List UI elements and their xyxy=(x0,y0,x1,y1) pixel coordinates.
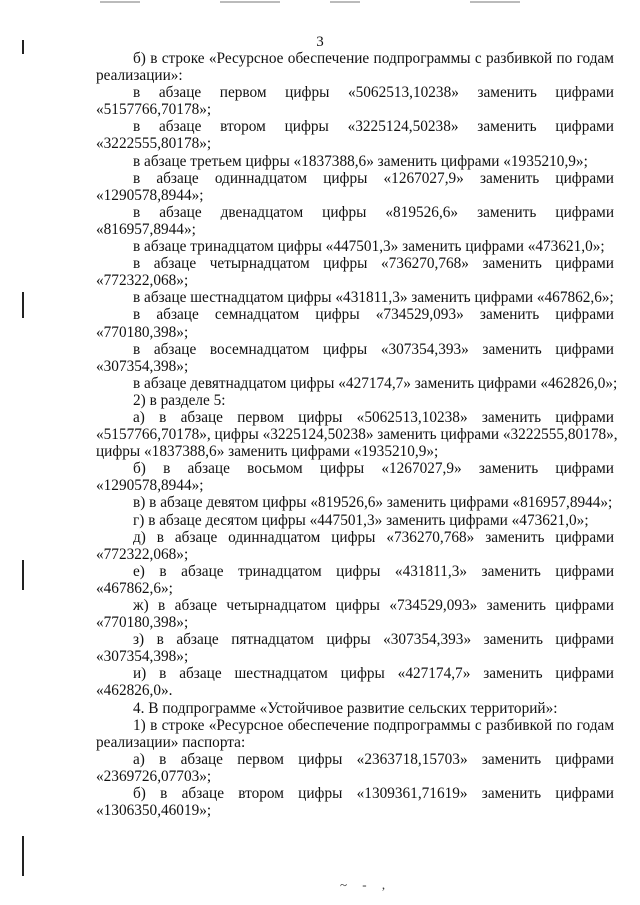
text-line: д) в абзаце одиннадцатом цифры «736270,768» заменить цифрами xyxy=(133,528,614,546)
text-line: в абзаце тринадцатом цифры «447501,3» заменить цифрами «473621,0»; xyxy=(133,238,605,256)
text-line: в абзаце третьем цифры «1837388,6» заменить цифрами «1935210,9»; xyxy=(133,152,588,170)
text-line: б) в строке «Ресурсное обеспечение подпрограммы с разбивкой по годам xyxy=(133,50,614,67)
paragraph xyxy=(96,306,614,340)
paragraph xyxy=(96,785,614,819)
paragraph xyxy=(96,84,614,118)
text-line: з) в абзаце пятнадцатом цифры «307354,393» заменить цифрами xyxy=(133,631,614,649)
text-line: в абзаце втором цифры «3225124,50238» заменить цифрами xyxy=(133,118,614,136)
paragraph xyxy=(96,751,614,785)
text-line: «816957,8944»; xyxy=(96,220,196,238)
text-line: «772322,068»; xyxy=(96,545,189,563)
binding-mark xyxy=(22,560,24,590)
text-line: а) в абзаце первом цифры «2363718,15703» заменить цифрами xyxy=(133,750,614,768)
text-line: «770180,398»; xyxy=(96,614,189,632)
binding-mark xyxy=(22,292,24,318)
text-line: «307354,398»; xyxy=(96,357,189,375)
paragraph xyxy=(96,665,614,699)
paragraph xyxy=(96,700,614,717)
binding-mark xyxy=(22,40,24,54)
text-line: ж) в абзаце четырнадцатом цифры «734529,093» заменить цифрами xyxy=(133,597,614,614)
text-line: в абзаце одиннадцатом цифры «1267027,9» заменить цифрами xyxy=(133,169,614,187)
paragraph xyxy=(96,50,614,84)
paragraph xyxy=(96,118,614,152)
text-line: в абзаце шестнадцатом цифры «431811,3» заменить цифрами «467862,6»; xyxy=(133,289,614,307)
text-line: «1290578,8944»; xyxy=(96,186,204,204)
text-line: «307354,398»; xyxy=(96,648,189,666)
text-line: «462826,0». xyxy=(96,682,173,700)
text-line: «772322,068»; xyxy=(96,272,189,290)
paragraph xyxy=(96,512,614,529)
text-line: «467862,6»; xyxy=(96,579,173,597)
paragraph xyxy=(96,392,614,409)
text-line: в абзаце девятнадцатом цифры «427174,7» заменить цифрами «462826,0»; xyxy=(133,374,618,392)
paragraph xyxy=(96,238,614,255)
text-line: реализации» паспорта: xyxy=(96,733,246,751)
text-line: в абзаце четырнадцатом цифры «736270,768» заменить цифрами xyxy=(133,255,614,273)
text-line: «1290578,8944»; xyxy=(96,477,204,495)
text-line: 4. В подпрограмме «Устойчивое развитие сельских территорий»: xyxy=(133,699,558,717)
text-line: «5157766,70178», цифры «3225124,50238» заменить цифрами «3222555,80178», xyxy=(96,426,618,444)
paragraph xyxy=(96,204,614,238)
text-line: и) в абзаце шестнадцатом цифры «427174,7» заменить цифрами xyxy=(133,665,614,683)
scan-top-edge xyxy=(0,0,640,4)
text-line: «770180,398»; xyxy=(96,323,189,341)
paragraph xyxy=(96,631,614,665)
text-line: реализации»: xyxy=(96,67,183,85)
text-line: а) в абзаце первом цифры «5062513,10238» заменить цифрами xyxy=(133,408,614,426)
text-line: в абзаце двенадцатом цифры «819526,6» заменить цифрами xyxy=(133,203,614,221)
scan-smudge: ~ ‑ , xyxy=(340,877,392,892)
paragraph xyxy=(96,374,618,392)
text-line: в абзаце семнадцатом цифры «734529,093» заменить цифрами xyxy=(133,306,614,324)
text-line: 2) в разделе 5: xyxy=(133,391,226,409)
paragraph xyxy=(96,460,614,494)
paragraph xyxy=(96,563,614,597)
paragraph xyxy=(96,341,614,375)
text-line: «3222555,80178»; xyxy=(96,135,212,153)
text-line: в) в абзаце девятом цифры «819526,6» заменить цифрами «816957,8944»; xyxy=(133,494,613,512)
text-line: в абзаце первом цифры «5062513,10238» заменить цифрами xyxy=(133,84,614,102)
text-line: б) в абзаце втором цифры «1309361,71619» заменить цифрами xyxy=(133,785,614,803)
paragraph xyxy=(96,153,614,170)
paragraph xyxy=(96,289,614,306)
paragraph xyxy=(96,529,614,563)
text-line: «5157766,70178»; xyxy=(96,101,212,119)
paragraph xyxy=(96,717,614,751)
paragraph xyxy=(96,255,614,289)
text-line: е) в абзаце тринадцатом цифры «431811,3» заменить цифрами xyxy=(133,562,614,580)
paragraph xyxy=(96,597,614,631)
text-line: «1306350,46019»; xyxy=(96,802,212,820)
binding-mark xyxy=(22,836,24,876)
text-line: б) в абзаце восьмом цифры «1267027,9» заменить цифрами xyxy=(133,460,614,478)
text-line: «2369726,07703»; xyxy=(96,767,212,785)
text-line: цифры «1837388,6» заменить цифрами «1935210,9»; xyxy=(96,443,439,461)
page-number: 3 xyxy=(316,34,324,50)
text-line: 1) в строке «Ресурсное обеспечение подпрограммы с разбивкой по годам xyxy=(133,716,614,734)
paragraph xyxy=(96,170,614,204)
text-line: г) в абзаце десятом цифры «447501,3» заменить цифрами «473621,0»; xyxy=(133,511,589,529)
paragraph xyxy=(96,494,614,511)
paragraph xyxy=(96,408,618,461)
document-body xyxy=(96,50,618,820)
text-line: в абзаце восемнадцатом цифры «307354,393» заменить цифрами xyxy=(133,340,614,358)
